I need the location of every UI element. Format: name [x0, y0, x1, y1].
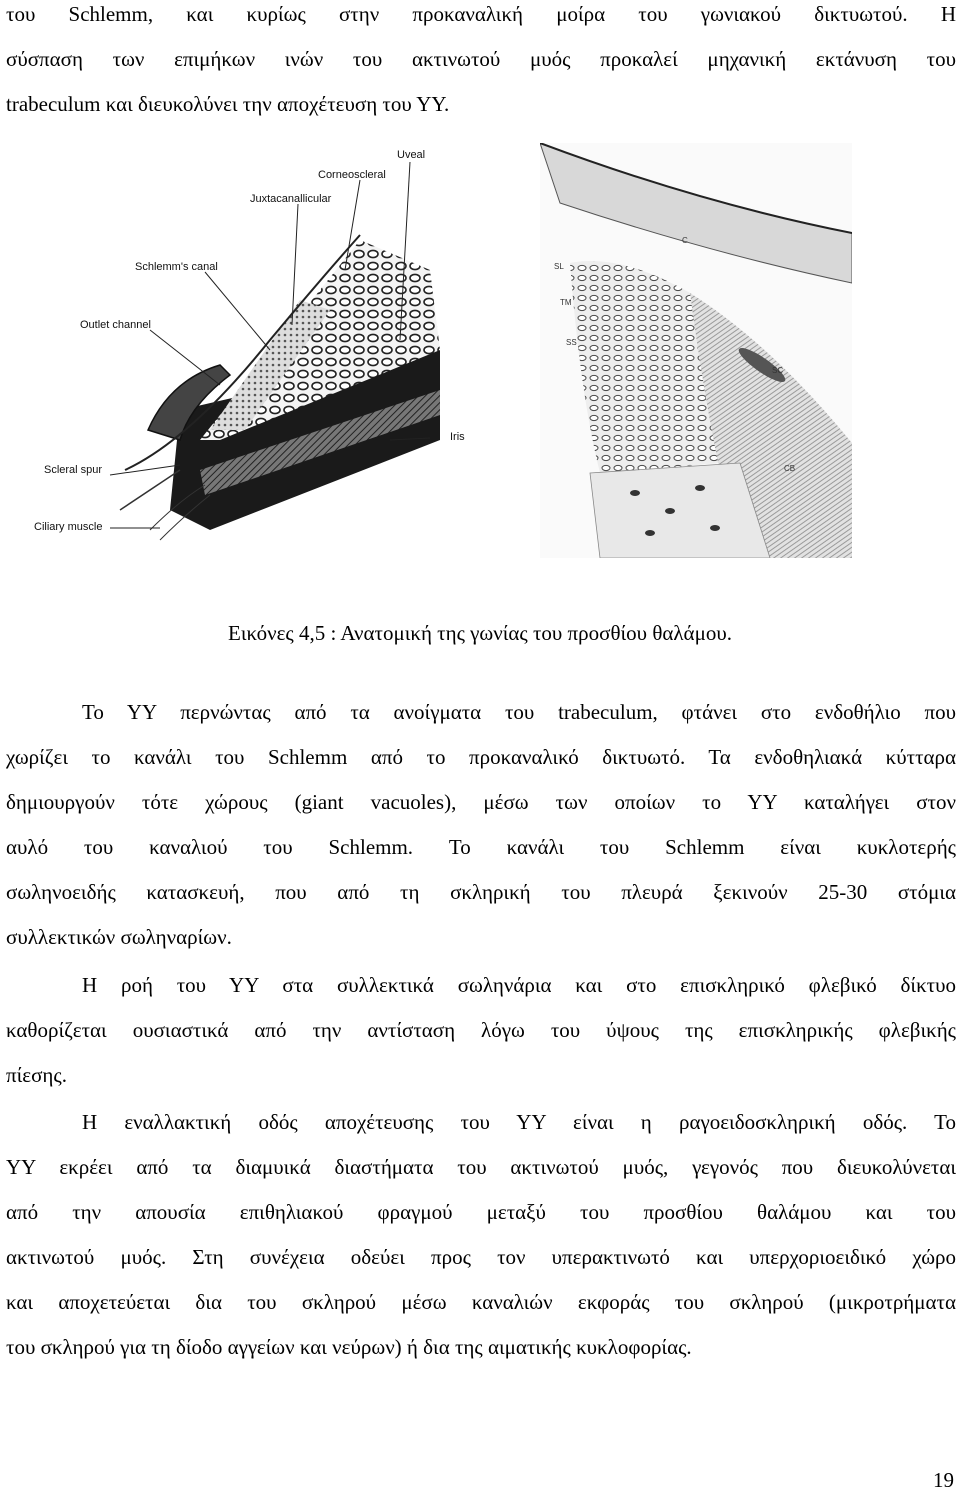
label-iris: Iris	[450, 431, 465, 443]
paragraph-venous-pressure	[6, 963, 956, 1098]
trabecular-meshwork-diagram	[30, 140, 470, 560]
paragraph-line: ΥΥ εκρέει από τα διαμυικά διαστήματα του ακτινωτού μυός, γεγονός που διευκολύνεται	[6, 1155, 956, 1179]
intro-line: σύσπαση των επιμήκων ινών του ακτινωτού μυός προκαλεί μηχανική εκτάνυση του	[6, 47, 956, 71]
label-juxtacanalicular: Juxtacanallicular	[250, 193, 332, 205]
paragraph-line: του σκληρού για τη δίοδο αγγείων και νεύρων) ή δια της αιματικής κυκλοφορίας.	[6, 1335, 692, 1359]
label-schlemms-canal: Schlemm's canal	[135, 261, 218, 273]
label-sc: SC	[772, 366, 784, 375]
angle-histology-drawing	[540, 143, 852, 558]
label-outlet-channel: Outlet channel	[80, 319, 151, 331]
label-corneoscleral: Corneoscleral	[318, 169, 386, 181]
label-sl: SL	[554, 262, 564, 271]
paragraph-line: Η ροή του ΥΥ στα συλλεκτικά σωληνάρια και στο επισκληρικό φλεβικό δίκτυο	[82, 973, 956, 997]
label-c: C	[682, 236, 688, 245]
paragraph-uveoscleral-pathway	[6, 1100, 956, 1370]
paragraph-line: ακτινωτού μυός. Στη συνέχεια οδεύει προς τον υπερακτινωτό και υπερχοριοειδικό χώρο	[6, 1245, 956, 1269]
paragraph-aqueous-humor-path	[6, 690, 956, 960]
paragraph-line: σωληνοειδής κατασκευή, που από τη σκληρική του πλευρά ξεκινούν 25-30 στόμια	[6, 880, 956, 904]
label-uveal: Uveal	[397, 149, 426, 161]
figure-caption: Εικόνες 4,5 : Ανατομική της γωνίας του προσθίου θαλάμου.	[228, 621, 732, 645]
intro-paragraph	[6, 0, 956, 127]
label-ciliary-muscle: Ciliary muscle	[34, 521, 103, 533]
page-number: 19	[933, 1468, 954, 1492]
paragraph-line: συλλεκτικών σωληναρίων.	[6, 925, 232, 949]
paragraph-line: και αποχετεύεται δια του σκληρού μέσω καναλιών εκφοράς του σκληρού (μικροτρήματα	[6, 1290, 956, 1314]
intro-line: του Schlemm, και κυρίως στην προκαναλική μοίρα του γωνιακού δικτυωτού. Η	[6, 2, 956, 26]
paragraph-line: αυλό του καναλιού του Schlemm. Το κανάλι του Schlemm είναι κυκλοτερής	[6, 835, 956, 859]
paragraph-line: Η εναλλακτική οδός αποχέτευσης του ΥΥ είναι η ραγοειδοσκληρική οδός. Το	[82, 1110, 956, 1134]
label-cb: CB	[784, 464, 796, 473]
label-ss: SS	[566, 338, 577, 347]
paragraph-line: χωρίζει το κανάλι του Schlemm από το προκαναλικό δικτυωτό. Τα ενδοθηλιακά κύτταρα	[6, 745, 956, 769]
paragraph-line: δημιουργούν τότε χώρους (giant vacuoles), μέσω των οποίων το ΥΥ καταλήγει στον	[6, 790, 956, 814]
paragraph-line: Το ΥΥ περνώντας από τα ανοίγματα του trabeculum, φτάνει στο ενδοθήλιο που	[82, 700, 956, 724]
paragraph-line: καθορίζεται ουσιαστικά από την αντίσταση λόγω του ύψους της επισκληρικής φλεβικής	[6, 1018, 956, 1042]
paragraph-line: πίεσης.	[6, 1063, 67, 1087]
label-tm: TM	[560, 298, 572, 307]
intro-line: trabeculum και διευκολύνει την αποχέτευση του ΥΥ.	[6, 92, 450, 116]
paragraph-line: από την απουσία επιθηλιακού φραγμού μεταξύ του προσθίου θαλάμου και του	[6, 1200, 956, 1224]
label-scleral-spur: Scleral spur	[44, 464, 103, 476]
